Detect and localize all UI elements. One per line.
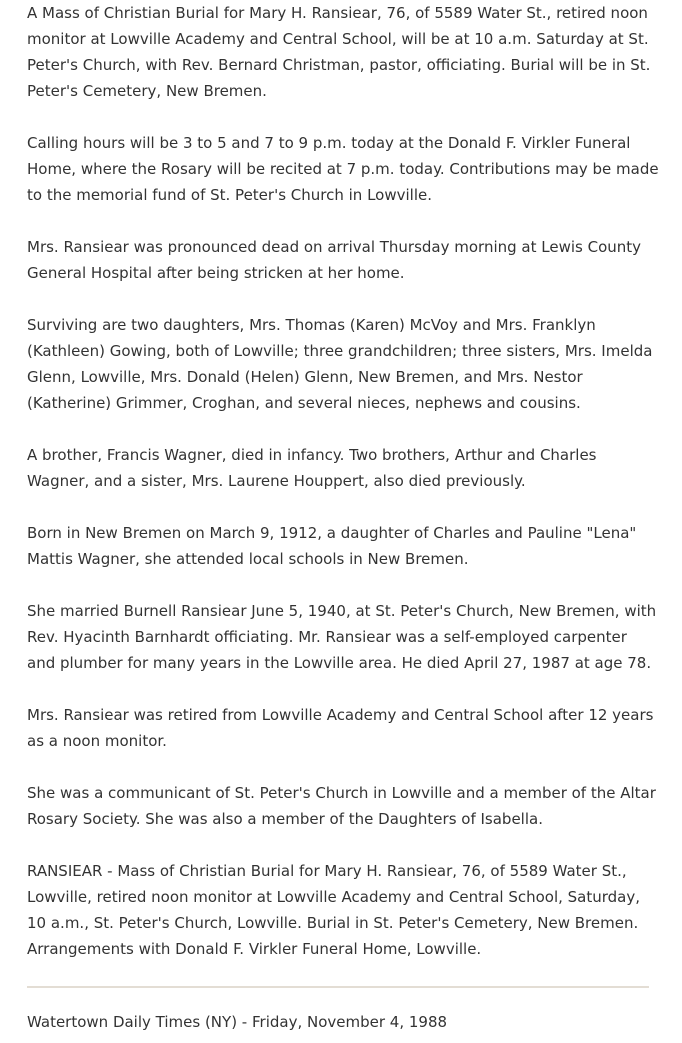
article-paragraph-2: Calling hours will be 3 to 5 and 7 to 9 p.m. today at the Donald F. Virkler Funeral Home, where the Rosary will be recited at 7 p.m. today. Contributions may be made to the memorial fund of St. Peter's Church in Lowville. [27, 134, 659, 204]
article-paragraph-3: Mrs. Ransiear was pronounced dead on arrival Thursday morning at Lewis County General Hospital after being stricken at her home. [27, 238, 642, 282]
article-paragraph-4: Surviving are two daughters, Mrs. Thomas (Karen) McVoy and Mrs. Franklyn (Kathleen) Gowing, both of Lowville; three grandchildren; three sisters, Mrs. Imelda Glenn, Lowville, Mrs. Donald (Helen) Glenn, New Bremen, and Mrs. Nestor (Katherine) Grimmer, Croghan, and several nieces, nephews and cousins. [27, 316, 653, 412]
article-paragraph-5: A brother, Francis Wagner, died in infancy. Two brothers, Arthur and Charles Wagner, and a sister, Mrs. Laurene Houppert, also died previously. [27, 446, 597, 490]
article-paragraph-1: A Mass of Christian Burial for Mary H. Ransiear, 76, of 5589 Water St., retired noon monitor at Lowville Academy and Central School, will be at 10 a.m. Saturday at St. Peter's Church, with Rev. Bernard Christman, pastor, officiating. Burial will be in St. Peter's Cemetery, New Bremen. [27, 4, 651, 100]
obituary-article [27, 0, 659, 988]
article-paragraph-6: Born in New Bremen on March 9, 1912, a daughter of Charles and Pauline "Lena" Mattis Wagner, she attended local schools in New Bremen. [27, 524, 637, 568]
article-paragraph-8: Mrs. Ransiear was retired from Lowville Academy and Central School after 12 years as a noon monitor. [27, 706, 654, 750]
article-paragraph-10: RANSIEAR - Mass of Christian Burial for Mary H. Ransiear, 76, of 5589 Water St., Lowville, retired noon monitor at Lowville Academy and Central School, Saturday, 10 a.m., St. Peter's Church, Lowville. Burial in St. Peter's Cemetery, New Bremen. Arrangements with Donald F. Virkler Funeral Home, Lowville. [27, 862, 641, 958]
article-paragraph-9: She was a communicant of St. Peter's Church in Lowville and a member of the Altar Rosary Society. She was also a member of the Daughters of Isabella. [27, 784, 656, 828]
article-paragraph-7: She married Burnell Ransiear June 5, 1940, at St. Peter's Church, New Bremen, with Rev. Hyacinth Barnhardt officiating. Mr. Ransiear was a self-employed carpenter and plumber for many years in the Lowville area. He died April 27, 1987 at age 78. [27, 602, 657, 672]
section-divider [27, 986, 649, 988]
source-citation: Watertown Daily Times (NY) - Friday, November 4, 1988 [27, 1013, 448, 1031]
